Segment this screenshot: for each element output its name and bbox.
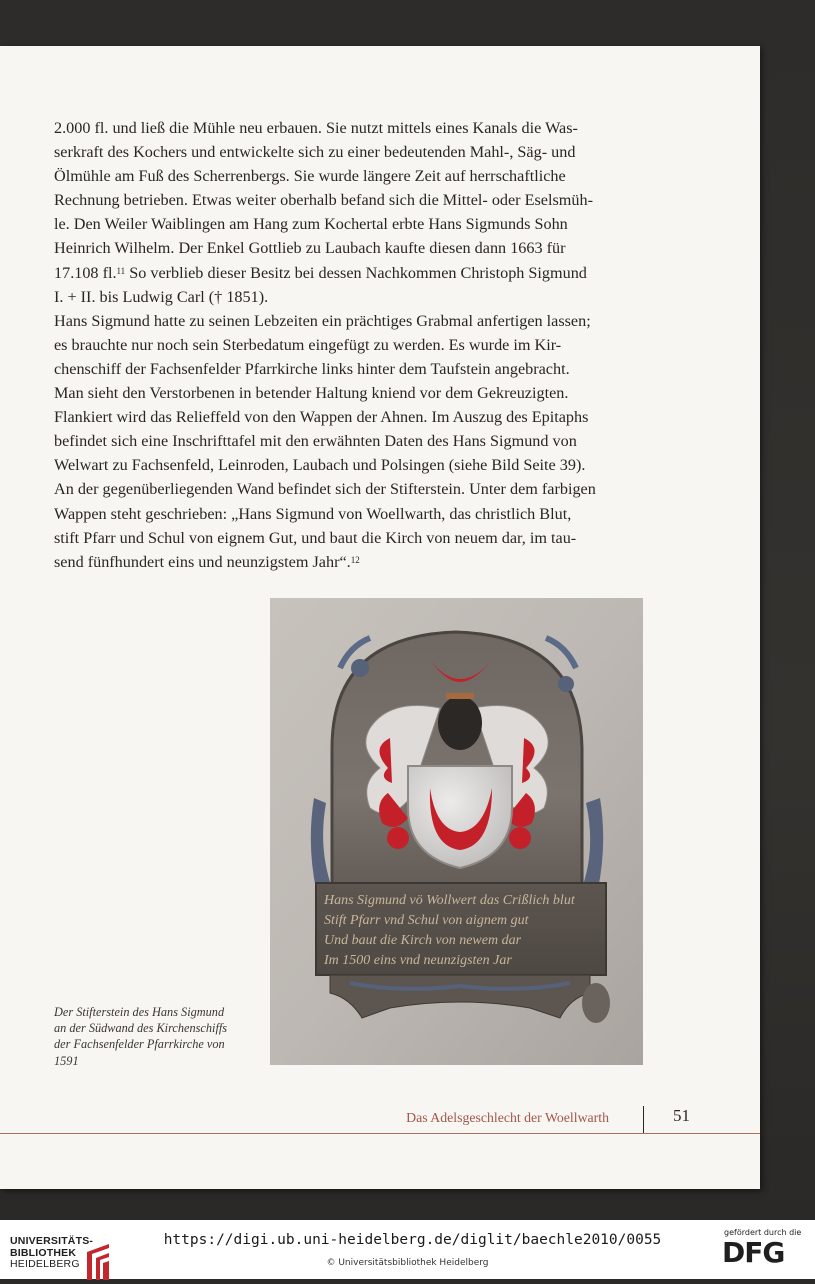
library-name-line-3: HEIDELBERG — [10, 1258, 80, 1270]
page-number: 51 — [673, 1106, 690, 1125]
caption-line-4: 1591 — [54, 1053, 79, 1068]
caption-line-2: an der Südwand des Kirchenschiffs — [54, 1021, 228, 1036]
line-15: Welwart zu Fachsenfeld, Leinroden, Laubach und Polsingen (siehe Bild Seite 39). — [54, 456, 586, 475]
footer-rule — [0, 1133, 760, 1134]
inscription-line-1: Hans Sigmund vö Wollwert das Crißlich blut — [324, 893, 575, 908]
book-page — [0, 46, 760, 1189]
library-name-line-1: UNIVERSITÄTS- — [10, 1235, 94, 1247]
line-10: es brauchte nur noch sein Sterbedatum eingefügt zu werden. Es wurde im Kir- — [54, 335, 562, 354]
line-7b: So verblieb dieser Besitz bei dessen Nachkommen Christoph Sigmund — [125, 263, 587, 282]
inscription-line-4: Im 1500 eins vnd neunzigsten Jar — [324, 953, 512, 968]
line-17: Wappen steht geschrieben: „Hans Sigmund von Woellwarth, das christlich Blut, — [54, 504, 572, 523]
viewer-footer-bar — [0, 1220, 815, 1279]
line-9: Hans Sigmund hatte zu seinen Lebzeiten ein prächtiges Grabmal anfertigen lassen; — [54, 311, 591, 330]
caption-line-3: der Fachsenfelder Pfarrkirche von — [54, 1037, 225, 1052]
line-18: stift Pfarr und Schul von eignem Gut, und baut die Kirch von neuem dar, im tau- — [54, 528, 577, 547]
library-name-line-2: BIBLIOTHEK — [10, 1246, 77, 1259]
stifterstein-photo — [270, 598, 643, 1065]
stifterstein-image — [270, 598, 643, 1065]
footnote-ref-11: 11 — [116, 265, 126, 276]
line-5: le. Den Weiler Waiblingen am Hang zum Kochertal erbte Hans Sigmunds Sohn — [54, 215, 568, 234]
figure-caption — [54, 1004, 254, 1069]
line-13: Flankiert wird das Relieffeld von den Wappen der Ahnen. Im Auszug des Epitaphs — [54, 408, 589, 427]
inscription-line-2: Stift Pfarr vnd Schul von aignem gut — [324, 913, 529, 928]
running-head: Das Adelsgeschlecht der Woellwarth — [406, 1110, 609, 1125]
line-14: befindet sich eine Inschrifttafel mit den erwähnten Daten des Hans Sigmund von — [54, 432, 577, 451]
line-16: An der gegenüberliegenden Wand befindet sich der Stifterstein. Unter dem farbigen — [54, 480, 596, 499]
line-11: chenschiff der Fachsenfelder Pfarrkirche links hinter dem Taufstein angebracht. — [54, 359, 570, 378]
line-2: serkraft des Kochers und entwickelte sich zu einer bedeutenden Mahl-, Säg- und — [54, 143, 576, 162]
line-7: 17.108 fl. — [54, 263, 117, 282]
footer-separator — [643, 1106, 644, 1133]
line-3: Ölmühle am Fuß des Scherrenbergs. Sie wurde längere Zeit auf herrschaftliche — [54, 167, 566, 186]
line-19: send fünfhundert eins und neunzigstem Jahr“. — [54, 552, 351, 571]
footnote-ref-12: 12 — [350, 554, 360, 565]
funder-caption: gefördert durch die — [724, 1228, 802, 1237]
permalink-url[interactable]: https://digi.ub.uni-heidelberg.de/diglit/baechle2010/0055 — [163, 1232, 662, 1248]
line-1: 2.000 fl. und ließ die Mühle neu erbauen. Sie nutzt mittels eines Kanals die Was- — [54, 119, 578, 137]
caption-line-1: Der Stifterstein des Hans Sigmund — [54, 1005, 225, 1019]
body-text — [54, 116, 643, 574]
line-8: I. + II. bis Ludwig Carl († 1851). — [54, 287, 269, 306]
inscription-line-3: Und baut die Kirch von newem dar — [324, 933, 522, 948]
line-4: Rechnung betrieben. Etwas weiter oberhalb befand sich die Mittel- oder Eselsmüh- — [54, 191, 593, 210]
line-12: Man sieht den Verstorbenen in betender Haltung kniend vor dem Gekreuzigten. — [54, 384, 569, 403]
dfg-logo[interactable]: DFG — [722, 1236, 785, 1269]
line-6: Heinrich Wilhelm. Der Enkel Gottlieb zu Laubach kaufte diesen dann 1663 für — [54, 239, 566, 258]
copyright-notice: © Universitätsbibliothek Heidelberg — [326, 1258, 489, 1268]
